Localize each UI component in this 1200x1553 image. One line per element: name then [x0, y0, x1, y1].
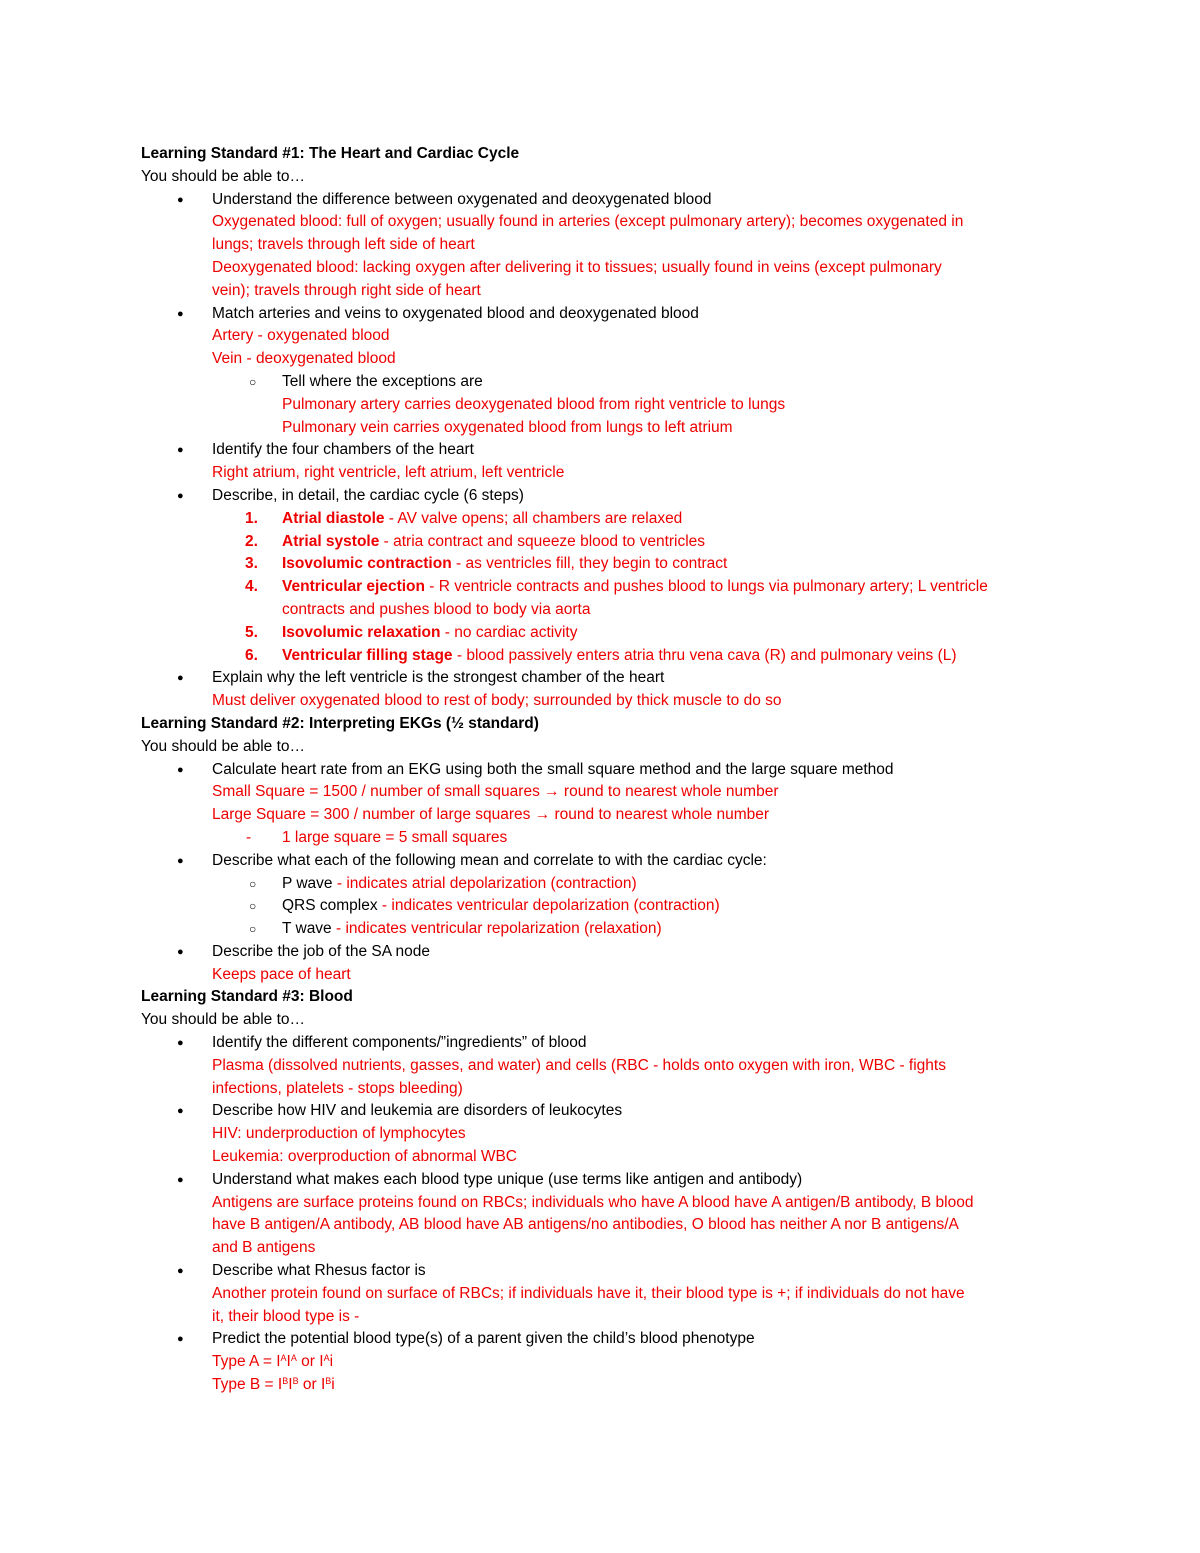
answer-text: infections, platelets - stops bleeding) — [212, 1079, 463, 1097]
bullet-icon: ● — [177, 1265, 184, 1278]
objective-text: Describe how HIV and leukemia are disorders of leukocytes — [212, 1102, 623, 1120]
step-term: Ventricular ejection — [282, 578, 425, 596]
list-item — [141, 303, 1061, 326]
hollow-bullet-icon: ○ — [249, 876, 257, 891]
answer-text: Antigens are surface proteins found on RBCs; individuals who have A blood have A antigen/B antibody, B blood — [212, 1193, 974, 1211]
allele-superscript: B — [325, 1376, 332, 1387]
bullet-icon: ● — [177, 1333, 184, 1346]
genotype-part: i — [329, 1353, 334, 1371]
wave-name: QRS complex — [282, 897, 378, 915]
step-number: 1. — [245, 509, 258, 527]
hollow-bullet-icon: ○ — [249, 899, 257, 914]
sub-list-item — [141, 371, 1061, 394]
answer-text: Plasma (dissolved nutrients, gasses, and water) and cells (RBC - holds onto oxygen with iron, WBC - fights — [212, 1056, 946, 1074]
objective-text: Match arteries and veins to oxygenated blood and deoxygenated blood — [212, 304, 699, 322]
blood-type-a-genotype — [141, 1351, 1061, 1374]
wave-desc: - indicates ventricular depolarization (contraction) — [377, 897, 720, 915]
objective-text: Describe, in detail, the cardiac cycle (6 steps) — [212, 486, 524, 504]
answer-text: Artery - oxygenated blood — [212, 327, 390, 345]
bullet-icon: ● — [177, 854, 184, 867]
genotype-part: or I — [296, 1353, 324, 1371]
wave-name: T wave — [282, 920, 332, 938]
allele-superscript: B — [292, 1376, 299, 1387]
sub-list-item — [141, 918, 1061, 941]
step-term: Isovolumic contraction — [282, 555, 452, 573]
step-desc: - as ventricles fill, they begin to contract — [451, 555, 728, 573]
step-number: 6. — [245, 646, 258, 664]
cardiac-step-2 — [141, 531, 1061, 554]
answer-text: Vein - deoxygenated blood — [212, 350, 396, 368]
list-item — [141, 1169, 1061, 1192]
answer-text: Must deliver oxygenated blood to rest of body; surrounded by thick muscle to do so — [212, 692, 782, 710]
step-desc: - no cardiac activity — [440, 623, 578, 641]
objective-text: Tell where the exceptions are — [282, 372, 483, 390]
dash-marker: - — [246, 828, 252, 846]
objective-text: Predict the potential blood type(s) of a parent given the child’s blood phenotype — [212, 1330, 755, 1348]
genotype-part: I — [286, 1353, 291, 1371]
list-item — [141, 759, 1061, 782]
allele-superscript: A — [290, 1353, 297, 1364]
step-number: 3. — [245, 555, 258, 573]
step-term: Ventricular filling stage — [282, 646, 453, 664]
genotype-part: or I — [298, 1376, 326, 1394]
dash-item — [141, 827, 1061, 850]
answer-text: 1 large square = 5 small squares — [282, 828, 508, 846]
bullet-icon: ● — [177, 193, 184, 206]
section-3-heading: Learning Standard #3: Blood — [141, 988, 353, 1006]
answer-text: it, their blood type is - — [212, 1307, 360, 1325]
objective-text: Describe the job of the SA node — [212, 942, 431, 960]
hollow-bullet-icon: ○ — [249, 922, 257, 937]
section-2-intro: You should be able to… — [141, 737, 306, 755]
document-page — [141, 143, 1061, 1397]
objective-text: Identify the different components/”ingredients” of blood — [212, 1034, 587, 1052]
step-number: 5. — [245, 623, 258, 641]
hollow-bullet-icon: ○ — [249, 374, 257, 389]
blood-type-b-genotype — [141, 1374, 1061, 1397]
cardiac-step-6 — [141, 645, 1061, 668]
answer-text: vein); travels through right side of heart — [212, 281, 481, 299]
objective-text: Explain why the left ventricle is the strongest chamber of the heart — [212, 669, 665, 687]
list-item — [141, 850, 1061, 873]
genotype-part: Type A = I — [212, 1353, 281, 1371]
objective-text: Calculate heart rate from an EKG using both the small square method and the large square method — [212, 760, 894, 778]
list-item — [141, 439, 1061, 462]
section-1-heading: Learning Standard #1: The Heart and Cardiac Cycle — [141, 145, 520, 162]
objective-text: Identify the four chambers of the heart — [212, 441, 474, 459]
sub-list-item — [141, 895, 1061, 918]
list-item — [141, 1260, 1061, 1283]
answer-text: have B antigen/A antibody, AB blood have AB antigens/no antibodies, O blood has neither A nor B antigens/A — [212, 1216, 959, 1234]
bullet-icon: ● — [177, 307, 184, 320]
section-2-heading: Learning Standard #2: Interpreting EKGs (½ standard) — [141, 714, 539, 732]
objective-text: Describe what Rhesus factor is — [212, 1262, 426, 1280]
cardiac-step-4 — [141, 576, 1061, 599]
answer-text: Another protein found on surface of RBCs; if individuals have it, their blood type is +; if individuals do not have — [212, 1284, 965, 1302]
sub-list-item — [141, 873, 1061, 896]
answer-text: HIV: underproduction of lymphocytes — [212, 1125, 466, 1143]
list-item — [141, 1328, 1061, 1351]
list-item — [141, 1032, 1061, 1055]
answer-text: Keeps pace of heart — [212, 965, 351, 983]
answer-text: Leukemia: overproduction of abnormal WBC — [212, 1148, 517, 1166]
section-1-intro: You should be able to… — [141, 167, 306, 185]
list-item — [141, 189, 1061, 212]
answer-text: Deoxygenated blood: lacking oxygen after delivering it to tissues; usually found in veins (except pulmonary — [212, 258, 942, 276]
cardiac-step-1 — [141, 508, 1061, 531]
wave-desc: - indicates atrial depolarization (contraction) — [332, 874, 637, 892]
bullet-icon: ● — [177, 945, 184, 958]
step-number: 4. — [245, 578, 258, 596]
bullet-icon: ● — [177, 1037, 184, 1050]
answer-text: Pulmonary artery carries deoxygenated blood from right ventricle to lungs — [282, 395, 786, 413]
objective-text: Understand what makes each blood type unique (use terms like antigen and antibody) — [212, 1170, 803, 1188]
step-term: Atrial systole — [282, 532, 380, 550]
answer-text: and B antigens — [212, 1239, 316, 1257]
step-term: Isovolumic relaxation — [282, 623, 441, 641]
genotype-part: i — [331, 1376, 335, 1394]
wave-desc: - indicates ventricular repolarization (relaxation) — [331, 920, 662, 938]
list-item — [141, 667, 1061, 690]
answer-text: Oxygenated blood: full of oxygen; usually found in arteries (except pulmonary artery); becomes oxygenated in — [212, 213, 964, 231]
bullet-icon: ● — [177, 489, 184, 502]
bullet-icon: ● — [177, 1173, 184, 1186]
bullet-icon: ● — [177, 672, 184, 685]
cardiac-step-3 — [141, 553, 1061, 576]
answer-text: Pulmonary vein carries oxygenated blood from lungs to left atrium — [282, 418, 733, 436]
section-3-intro: You should be able to… — [141, 1011, 306, 1029]
cardiac-step-5 — [141, 622, 1061, 645]
allele-superscript: A — [323, 1353, 330, 1364]
list-item — [141, 1100, 1061, 1123]
answer-text: Large Square = 300 / number of large squares → round to nearest whole number — [212, 806, 770, 824]
allele-superscript: A — [280, 1353, 287, 1364]
step-desc: - blood passively enters atria thru vena cava (R) and pulmonary veins (L) — [452, 646, 957, 664]
bullet-icon: ● — [177, 763, 184, 776]
bullet-icon: ● — [177, 1105, 184, 1118]
step-desc-continued: contracts and pushes blood to body via aorta — [282, 600, 591, 618]
wave-name: P wave — [282, 874, 333, 892]
genotype-part: Type B = I — [212, 1376, 283, 1394]
allele-superscript: B — [282, 1376, 289, 1387]
genotype-part: I — [288, 1376, 293, 1394]
answer-text: Small Square = 1500 / number of small squares → round to nearest whole number — [212, 783, 779, 801]
bullet-icon: ● — [177, 444, 184, 457]
step-term: Atrial diastole — [282, 509, 385, 527]
step-desc: - atria contract and squeeze blood to ventricles — [379, 532, 706, 550]
list-item — [141, 941, 1061, 964]
objective-text: Understand the difference between oxygenated and deoxygenated blood — [212, 190, 712, 208]
answer-text: lungs; travels through left side of heart — [212, 236, 475, 254]
list-item — [141, 485, 1061, 508]
answer-text: Right atrium, right ventricle, left atrium, left ventricle — [212, 464, 565, 482]
objective-text: Describe what each of the following mean and correlate to with the cardiac cycle: — [212, 851, 767, 869]
step-desc: - R ventricle contracts and pushes blood to lungs via pulmonary artery; L ventricle — [425, 578, 988, 596]
step-number: 2. — [245, 532, 258, 550]
step-desc: - AV valve opens; all chambers are relaxed — [384, 509, 683, 527]
